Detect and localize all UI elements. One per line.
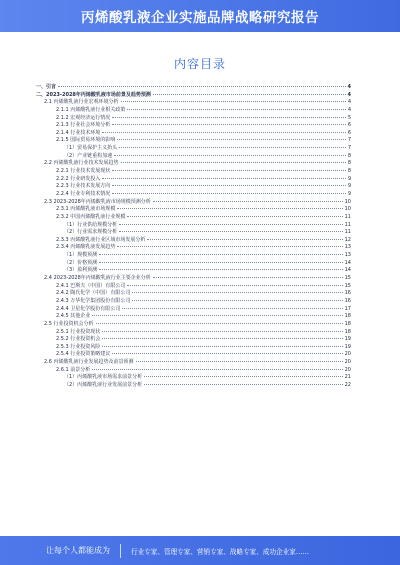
toc-dot-leader bbox=[132, 300, 342, 301]
toc-entry-text: 2.3.3 丙烯酸乳液行业区域市场发展分析 bbox=[56, 236, 146, 243]
toc-entry[interactable] bbox=[36, 313, 351, 321]
toc-dot-leader bbox=[102, 132, 346, 133]
toc-dot-leader bbox=[144, 384, 342, 385]
toc-entry[interactable] bbox=[36, 183, 351, 191]
toc-dot-leader bbox=[112, 193, 346, 194]
toc-page-number: 7 bbox=[347, 145, 351, 152]
toc-dot-leader bbox=[119, 231, 342, 232]
toc-dot-leader bbox=[127, 216, 342, 217]
footer-slogan: 让每个人都能成为 bbox=[46, 546, 110, 555]
toc-dot-leader bbox=[153, 94, 346, 95]
toc-entry-text: 2.4.2 陶氏化学（中国）有限公司 bbox=[56, 290, 131, 297]
toc-dot-leader bbox=[117, 208, 342, 209]
toc-heading: 内容目录 bbox=[173, 57, 226, 71]
toc-entry-text: 2.4 2023-2028年丙烯酸乳液行业主要企业分析 bbox=[44, 275, 151, 282]
toc-dot-leader bbox=[147, 239, 342, 240]
toc-entry[interactable] bbox=[36, 160, 351, 168]
toc-entry[interactable] bbox=[36, 99, 351, 107]
toc-page-number: 13 bbox=[344, 252, 351, 259]
toc-dot-leader bbox=[96, 323, 343, 324]
toc-page-number: 15 bbox=[344, 275, 351, 282]
toc-entry-text: 2.6 丙烯酸乳液行业发展趋势及前景预测 bbox=[44, 359, 134, 366]
toc-entry-text: 2.1.3 行业社会环境分析 bbox=[56, 122, 111, 129]
toc-entry-text: 一、引言 bbox=[36, 84, 57, 90]
toc-page-number: 8 bbox=[347, 152, 351, 159]
toc-entry[interactable] bbox=[36, 336, 351, 344]
toc-dot-leader bbox=[92, 369, 342, 370]
toc-page-number: 11 bbox=[344, 229, 351, 236]
toc-page-number: 16 bbox=[344, 290, 351, 297]
toc-dot-leader bbox=[127, 285, 342, 286]
toc-page-number: 9 bbox=[347, 183, 351, 190]
toc-page-number: 18 bbox=[344, 320, 351, 327]
toc-page-number: 10 bbox=[344, 206, 351, 213]
toc-page-number: 10 bbox=[344, 198, 351, 205]
toc-dot-leader bbox=[102, 178, 346, 179]
toc-entry[interactable] bbox=[36, 206, 351, 214]
toc-page-number: 5 bbox=[347, 114, 351, 121]
toc-page-number: 4 bbox=[347, 91, 351, 98]
footer-tagline: 行业专家、管理专家、营销专家、战略专家、成功企业家…… bbox=[131, 547, 310, 556]
toc-entry-text: 二、2023-2028年丙烯酸乳液市场前景及趋势预测 bbox=[36, 91, 151, 98]
toc-page-number: 13 bbox=[344, 244, 351, 251]
toc-entry-text: 2.3 2023-2028年丙烯酸乳液市场规模预测分析 bbox=[44, 198, 151, 205]
toc-page-number: 7 bbox=[347, 137, 351, 144]
toc-page-number: 15 bbox=[344, 282, 351, 289]
toc-entry[interactable] bbox=[36, 382, 351, 390]
toc-page-number: 19 bbox=[344, 343, 351, 350]
toc-page-number: 9 bbox=[347, 175, 351, 182]
toc-page-number: 20 bbox=[344, 351, 351, 358]
toc-page-number: 6 bbox=[347, 129, 351, 136]
toc-entry-text: （2）行业需求规模分析 bbox=[64, 229, 118, 236]
toc-page-number: 8 bbox=[347, 168, 351, 175]
toc-dot-leader bbox=[117, 139, 345, 140]
toc-entry[interactable] bbox=[36, 145, 351, 153]
toc-page-number: 20 bbox=[344, 366, 351, 373]
toc-entry-text: 2.5.4 行业投资策略建议 bbox=[56, 351, 111, 358]
toc-entry-text: 2.4.3 万华化学集团股份有限公司 bbox=[56, 297, 131, 304]
toc-page-number: 20 bbox=[344, 359, 351, 366]
toc-entry[interactable] bbox=[36, 229, 351, 237]
toc-dot-leader bbox=[112, 124, 346, 125]
toc-dot-leader bbox=[119, 224, 342, 225]
toc-dot-leader bbox=[121, 101, 346, 102]
toc-dot-leader bbox=[92, 315, 342, 316]
toc-entry-text: 2.1.5 国际贸易环境的影响 bbox=[56, 137, 116, 144]
toc-dot-leader bbox=[102, 346, 342, 347]
toc-entry[interactable] bbox=[36, 359, 351, 367]
report-footer bbox=[0, 536, 400, 565]
toc-entry[interactable] bbox=[36, 275, 351, 283]
toc-page-number: 16 bbox=[344, 297, 351, 304]
toc-entry-text: 2.3.2 中国丙烯酸乳液行业规模 bbox=[56, 213, 126, 220]
toc-dot-leader bbox=[58, 86, 346, 87]
report-title: 丙烯酸乳液企业实施品牌战略研究报告 bbox=[81, 10, 319, 26]
toc-page-number: 14 bbox=[344, 267, 351, 274]
toc-entry-text: 2.3.4 丙烯酸乳液发展趋势 bbox=[56, 244, 116, 251]
toc-entry-text: 2.1.1 丙烯酸乳液行业相关政策 bbox=[56, 106, 126, 113]
toc-entry-text: （1）丙烯酸乳液市场需求前景分析 bbox=[64, 374, 143, 381]
toc-page-number: 18 bbox=[344, 313, 351, 320]
toc-entry-text: （2）价格预测 bbox=[64, 259, 98, 266]
toc-dot-leader bbox=[122, 308, 342, 309]
toc-page-number: 21 bbox=[344, 374, 351, 381]
toc-entry[interactable] bbox=[36, 252, 351, 260]
toc-entry-text: （1）行业供给规模分析 bbox=[64, 221, 118, 228]
toc-entry[interactable] bbox=[36, 290, 351, 298]
toc-entry-text: 2.1.2 宏观经济运行情况 bbox=[56, 114, 111, 121]
footer-divider bbox=[120, 544, 121, 558]
toc-dot-leader bbox=[99, 269, 342, 270]
report-header bbox=[0, 0, 400, 32]
toc-entry[interactable] bbox=[36, 329, 351, 337]
toc-dot-leader bbox=[99, 254, 342, 255]
toc-entry-text: （3）盈利预测 bbox=[64, 267, 98, 274]
toc-page-number: 18 bbox=[344, 328, 351, 335]
toc-dot-leader bbox=[102, 338, 342, 339]
toc-dot-leader bbox=[132, 292, 342, 293]
toc-entry-text: 2.5.1 行业投资现状 bbox=[56, 328, 101, 335]
toc-page-number: 12 bbox=[344, 236, 351, 243]
toc-page-number: 6 bbox=[347, 122, 351, 129]
toc-dot-leader bbox=[99, 262, 342, 263]
toc-entry-text: 2.6.1 前景分析 bbox=[56, 366, 91, 373]
toc-entry-text: （2）产业链重构加速 bbox=[64, 152, 113, 159]
toc-page-number: 4 bbox=[347, 106, 351, 113]
toc-page-number: 22 bbox=[344, 381, 351, 388]
toc-dot-leader bbox=[136, 361, 343, 362]
toc-entry[interactable] bbox=[36, 122, 351, 130]
toc-entry[interactable] bbox=[36, 298, 351, 306]
toc-entry[interactable] bbox=[36, 244, 351, 252]
toc-entry-text: 2.5 行业投资机会分析 bbox=[44, 320, 94, 327]
toc-entry-text: 2.4.4 卫星化学股份有限公司 bbox=[56, 305, 121, 312]
toc-entry[interactable] bbox=[36, 107, 351, 115]
toc-dot-leader bbox=[112, 117, 346, 118]
toc-entry[interactable] bbox=[36, 374, 351, 382]
toc-entry[interactable] bbox=[36, 137, 351, 145]
toc-entry-text: 2.2 丙烯酸乳液行业技术发展趋势 bbox=[44, 160, 119, 167]
toc-dot-leader bbox=[112, 185, 346, 186]
table-of-contents bbox=[36, 84, 351, 390]
toc-entry[interactable] bbox=[36, 321, 351, 329]
toc-entry-text: 2.3.1 丙烯酸乳液市场规模 bbox=[56, 206, 116, 213]
toc-entry-text: 2.2.1 行业技术发展现状 bbox=[56, 168, 111, 175]
toc-entry[interactable] bbox=[36, 351, 351, 359]
toc-dot-leader bbox=[117, 246, 342, 247]
toc-entry-text: 2.2.4 行业专利技术情况 bbox=[56, 190, 111, 197]
toc-entry-text: 2.2.2 行业研发投入 bbox=[56, 175, 101, 182]
toc-entry[interactable] bbox=[36, 267, 351, 275]
toc-entry[interactable] bbox=[36, 84, 351, 92]
toc-page-number: 8 bbox=[347, 160, 351, 167]
toc-page-number: 4 bbox=[347, 84, 351, 90]
toc-page-number: 17 bbox=[344, 305, 351, 312]
toc-entry[interactable] bbox=[36, 191, 351, 199]
toc-entry-text: 2.5.2 行业投资机会 bbox=[56, 336, 101, 343]
toc-page-number: 11 bbox=[344, 221, 351, 228]
toc-entry-text: （1）规模预测 bbox=[64, 252, 98, 259]
toc-page-number: 19 bbox=[344, 336, 351, 343]
toc-entry-text: 2.4.5 其他企业 bbox=[56, 313, 91, 320]
toc-entry-text: （1）贸易保护主义抬头 bbox=[64, 145, 118, 152]
toc-dot-leader bbox=[153, 201, 343, 202]
toc-page-number: 4 bbox=[347, 99, 351, 106]
toc-entry-text: 2.2.3 行业技术发展方向 bbox=[56, 183, 111, 190]
toc-dot-leader bbox=[112, 353, 342, 354]
toc-entry-text: 2.1.4 行业技术环境 bbox=[56, 129, 101, 136]
toc-dot-leader bbox=[121, 162, 346, 163]
toc-entry-text: 2.5.3 行业投资风险 bbox=[56, 343, 101, 350]
toc-entry[interactable] bbox=[36, 168, 351, 176]
toc-dot-leader bbox=[112, 170, 346, 171]
toc-entry[interactable] bbox=[36, 214, 351, 222]
toc-dot-leader bbox=[114, 155, 346, 156]
toc-entry-text: 2.1 丙烯酸乳液行业宏观环境分析 bbox=[44, 99, 119, 106]
toc-dot-leader bbox=[127, 109, 345, 110]
toc-page-number: 11 bbox=[344, 213, 351, 220]
toc-page-number: 14 bbox=[344, 259, 351, 266]
toc-dot-leader bbox=[102, 331, 342, 332]
toc-page-number: 9 bbox=[347, 190, 351, 197]
toc-dot-leader bbox=[144, 376, 342, 377]
toc-dot-leader bbox=[119, 147, 346, 148]
toc-entry-text: 2.4.1 巴斯夫（中国）有限公司 bbox=[56, 282, 126, 289]
toc-entry-text: （2）丙烯酸乳液行业发展前景分析 bbox=[64, 381, 143, 388]
toc-dot-leader bbox=[153, 277, 343, 278]
